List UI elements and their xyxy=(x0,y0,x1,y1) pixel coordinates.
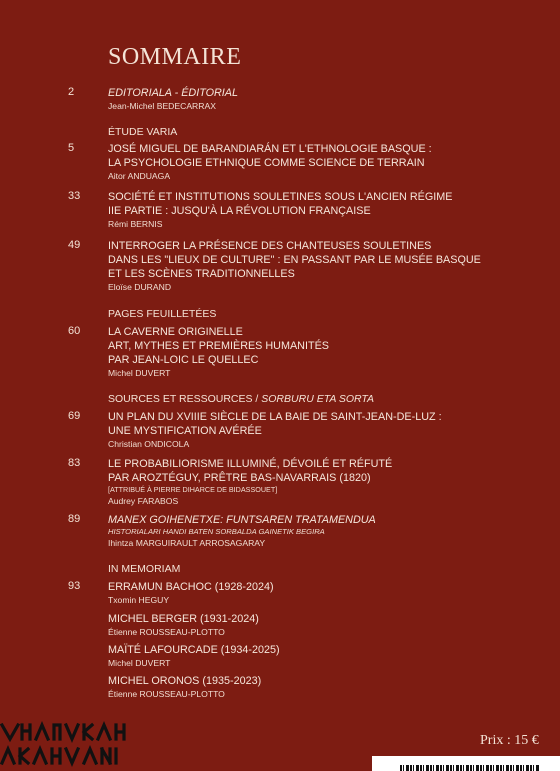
toc-title-line: INTERROGER LA PRÉSENCE DES CHANTEUSES SOULETINES xyxy=(108,240,432,252)
toc-title-line: UN PLAN DU XVIIIE SIÈCLE DE LA BAIE DE SAINT-JEAN-DE-LUZ : xyxy=(108,411,442,423)
toc-title-line: UNE MYSTIFICATION AVÉRÉE xyxy=(108,425,262,437)
toc-note: HISTORIALARI HANDI BATEN SORBALDA GAINETIK BEGIRA xyxy=(108,527,325,536)
toc-author: Txomin HEGUY xyxy=(108,595,170,605)
toc-author: Aitor ANDUAGA xyxy=(108,171,171,181)
section-heading-memoriam: IN MEMORIAM xyxy=(108,563,181,575)
toc-page-number: 49 xyxy=(68,239,81,251)
toc-author: Michel DUVERT xyxy=(108,368,171,378)
barcode-icon xyxy=(372,756,560,771)
toc-page-number: 60 xyxy=(68,325,81,337)
toc-author: Audrey FARABOS xyxy=(108,496,179,506)
toc-note: [ATTRIBUÉ À PIERRE DIHARCE DE BIDASSOUET] xyxy=(108,485,278,494)
toc-author: Rémi BERNIS xyxy=(108,219,163,229)
basque-script-logo-icon xyxy=(0,719,132,771)
toc-title-line: MAÏTÉ LAFOURCADE (1934-2025) xyxy=(108,644,280,656)
toc-title-line: ET LES SCÈNES TRADITIONNELLES xyxy=(108,268,295,280)
toc-author: Étienne ROUSSEAU-PLOTTO xyxy=(108,627,225,637)
toc-page-number: 89 xyxy=(68,513,81,525)
section-heading-sources xyxy=(108,393,374,405)
toc-page-number: 33 xyxy=(68,190,81,202)
toc-title-line: PAR JEAN-LOIC LE QUELLEC xyxy=(108,354,259,366)
toc-page-number: 5 xyxy=(68,142,75,154)
toc-page-number: 83 xyxy=(68,457,81,469)
toc-author: Christian ONDICOLA xyxy=(108,439,190,449)
toc-title-line: MICHEL BERGER (1931-2024) xyxy=(108,613,259,625)
barcode-bars xyxy=(400,765,540,771)
toc-author: Jean-Michel BEDECARRAX xyxy=(108,101,216,111)
toc-page-number: 2 xyxy=(68,86,75,98)
toc-title-line: MANEX GOIHENETXE: FUNTSAREN TRATAMENDUA xyxy=(108,514,376,526)
toc-title-line: EDITORIALA - ÉDITORIAL xyxy=(108,87,238,99)
toc-author: Étienne ROUSSEAU-PLOTTO xyxy=(108,689,225,699)
toc-page-number: 93 xyxy=(68,580,81,592)
toc-title-line: SOCIÉTÉ ET INSTITUTIONS SOULETINES SOUS L'ANCIEN RÉGIME xyxy=(108,191,453,203)
toc-title-line: PAR AROZTÉGUY, PRÊTRE BAS-NAVARRAIS (1820) xyxy=(108,472,371,484)
toc-title-line: ERRAMUN BACHOC (1928-2024) xyxy=(108,581,274,593)
toc-author: Ihintza MARGUIRAULT ARROSAGARAY xyxy=(108,538,266,548)
section-heading-sources-fr: SOURCES ET RESSOURCES / xyxy=(108,393,262,405)
toc-title-line: LA PSYCHOLOGIE ETHNIQUE COMME SCIENCE DE TERRAIN xyxy=(108,157,425,169)
toc-page-number: 69 xyxy=(68,410,81,422)
toc-title-line: MICHEL ORONOS (1935-2023) xyxy=(108,675,262,687)
toc-author: Michel DUVERT xyxy=(108,658,171,668)
toc-title-line: IIE PARTIE : JUSQU'À LA RÉVOLUTION FRANÇAISE xyxy=(108,205,371,217)
price-label: Prix : 15 € xyxy=(480,733,539,748)
toc-title-line: JOSÉ MIGUEL DE BARANDIARÁN ET L'ETHNOLOGIE BASQUE : xyxy=(108,143,432,155)
section-heading-etude: ÉTUDE VARIA xyxy=(108,126,178,138)
toc-title-line: LA CAVERNE ORIGINELLE xyxy=(108,326,243,338)
toc-title-line: DANS LES "LIEUX DE CULTURE" : EN PASSANT PAR LE MUSÉE BASQUE xyxy=(108,254,481,266)
page-title: SOMMAIRE xyxy=(108,44,242,70)
section-heading-sources-eu: SORBURU ETA SORTA xyxy=(261,393,375,405)
section-heading-pages: PAGES FEUILLETÉES xyxy=(108,308,217,320)
toc-title-line: ART, MYTHES ET PREMIÈRES HUMANITÉS xyxy=(108,340,329,352)
toc-author: Eloïse DURAND xyxy=(108,282,172,292)
toc-title-line: LE PROBABILIORISME ILLUMINÉ, DÉVOILÉ ET RÉFUTÉ xyxy=(108,458,393,470)
